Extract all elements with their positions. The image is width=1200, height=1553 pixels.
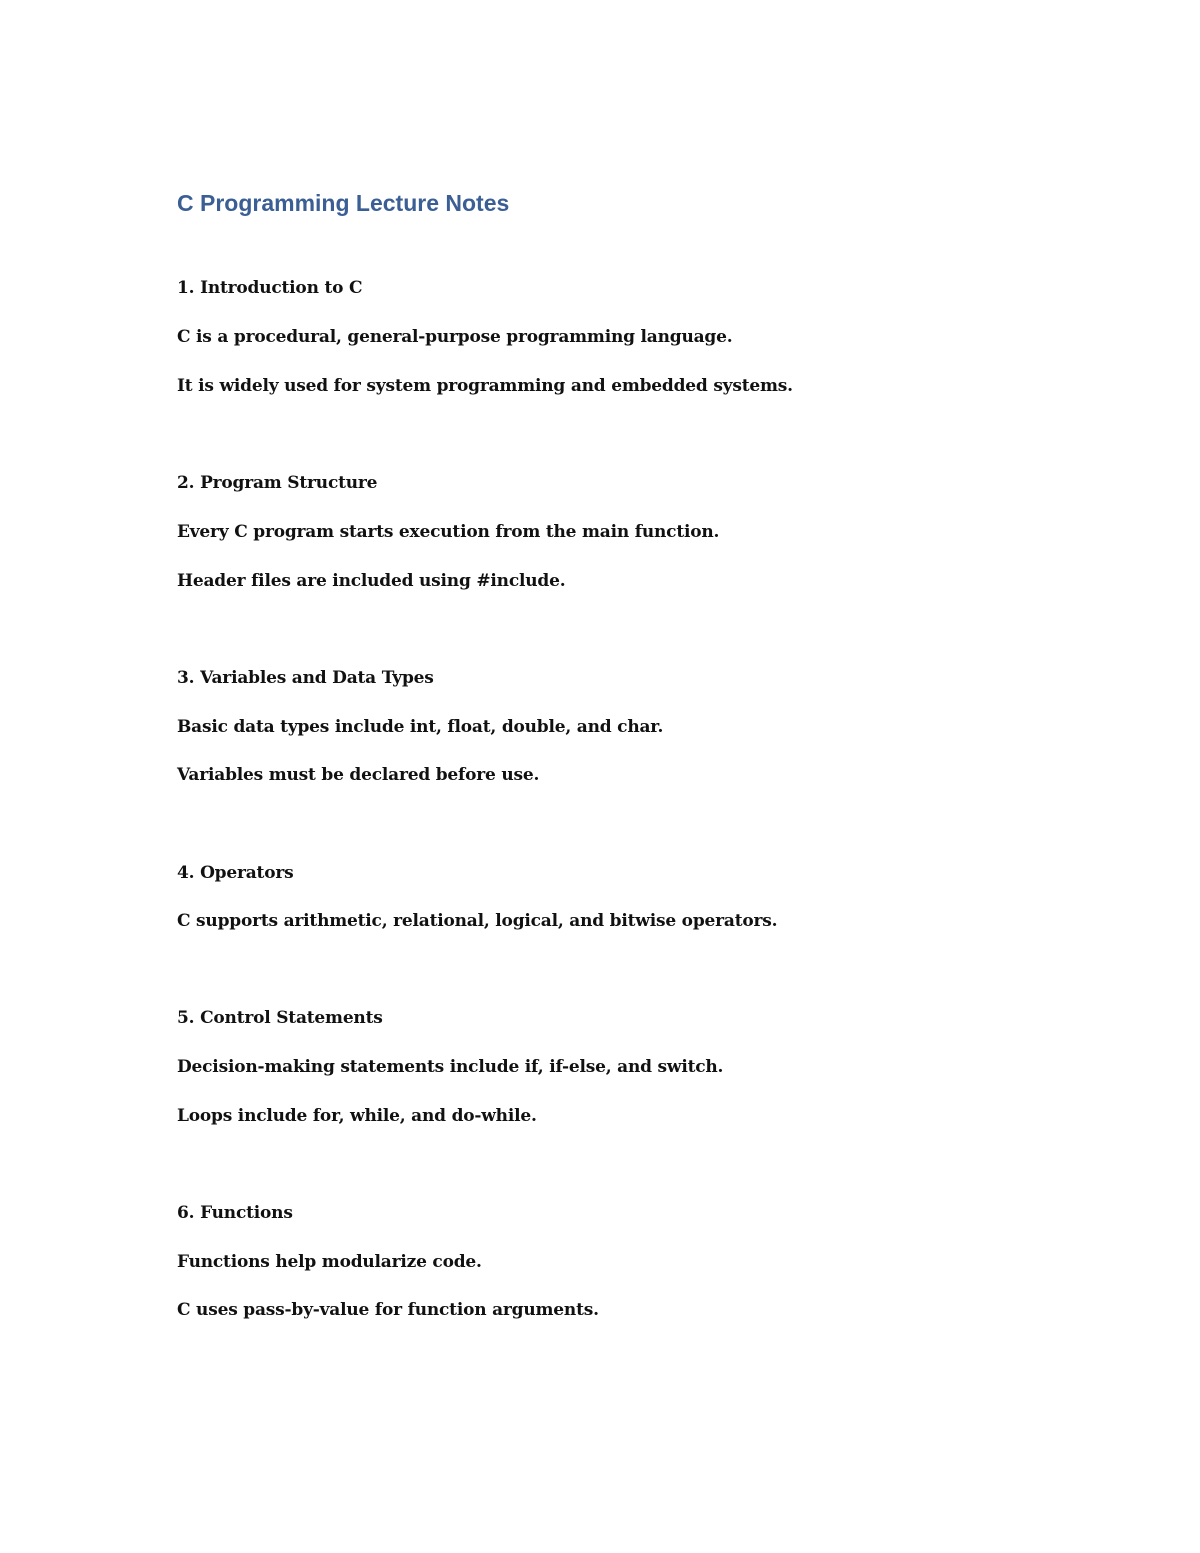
section-heading-control-statements: 5. Control Statements <box>177 1008 383 1028</box>
section-text: Every C program starts execution from the main function. <box>177 522 720 542</box>
section-text: C uses pass-by-value for function arguments. <box>177 1300 599 1320</box>
document-title: C Programming Lecture Notes <box>177 190 510 216</box>
section-heading-program-structure: 2. Program Structure <box>177 473 378 493</box>
section-text: Header files are included using #include. <box>177 571 566 591</box>
section-text: Loops include for, while, and do-while. <box>177 1106 537 1126</box>
section-heading-operators: 4. Operators <box>177 863 294 883</box>
section-text: Decision-making statements include if, if-else, and switch. <box>177 1057 724 1077</box>
section-text: Functions help modularize code. <box>177 1252 482 1272</box>
section-heading-introduction: 1. Introduction to C <box>177 278 363 298</box>
section-text: C is a procedural, general-purpose programming language. <box>177 327 733 347</box>
section-text: It is widely used for system programming and embedded systems. <box>177 376 793 396</box>
section-text: C supports arithmetic, relational, logical, and bitwise operators. <box>177 911 778 931</box>
section-heading-functions: 6. Functions <box>177 1203 293 1223</box>
section-heading-variables: 3. Variables and Data Types <box>177 668 434 688</box>
section-text: Variables must be declared before use. <box>177 765 540 785</box>
section-text: Basic data types include int, float, double, and char. <box>177 717 664 737</box>
